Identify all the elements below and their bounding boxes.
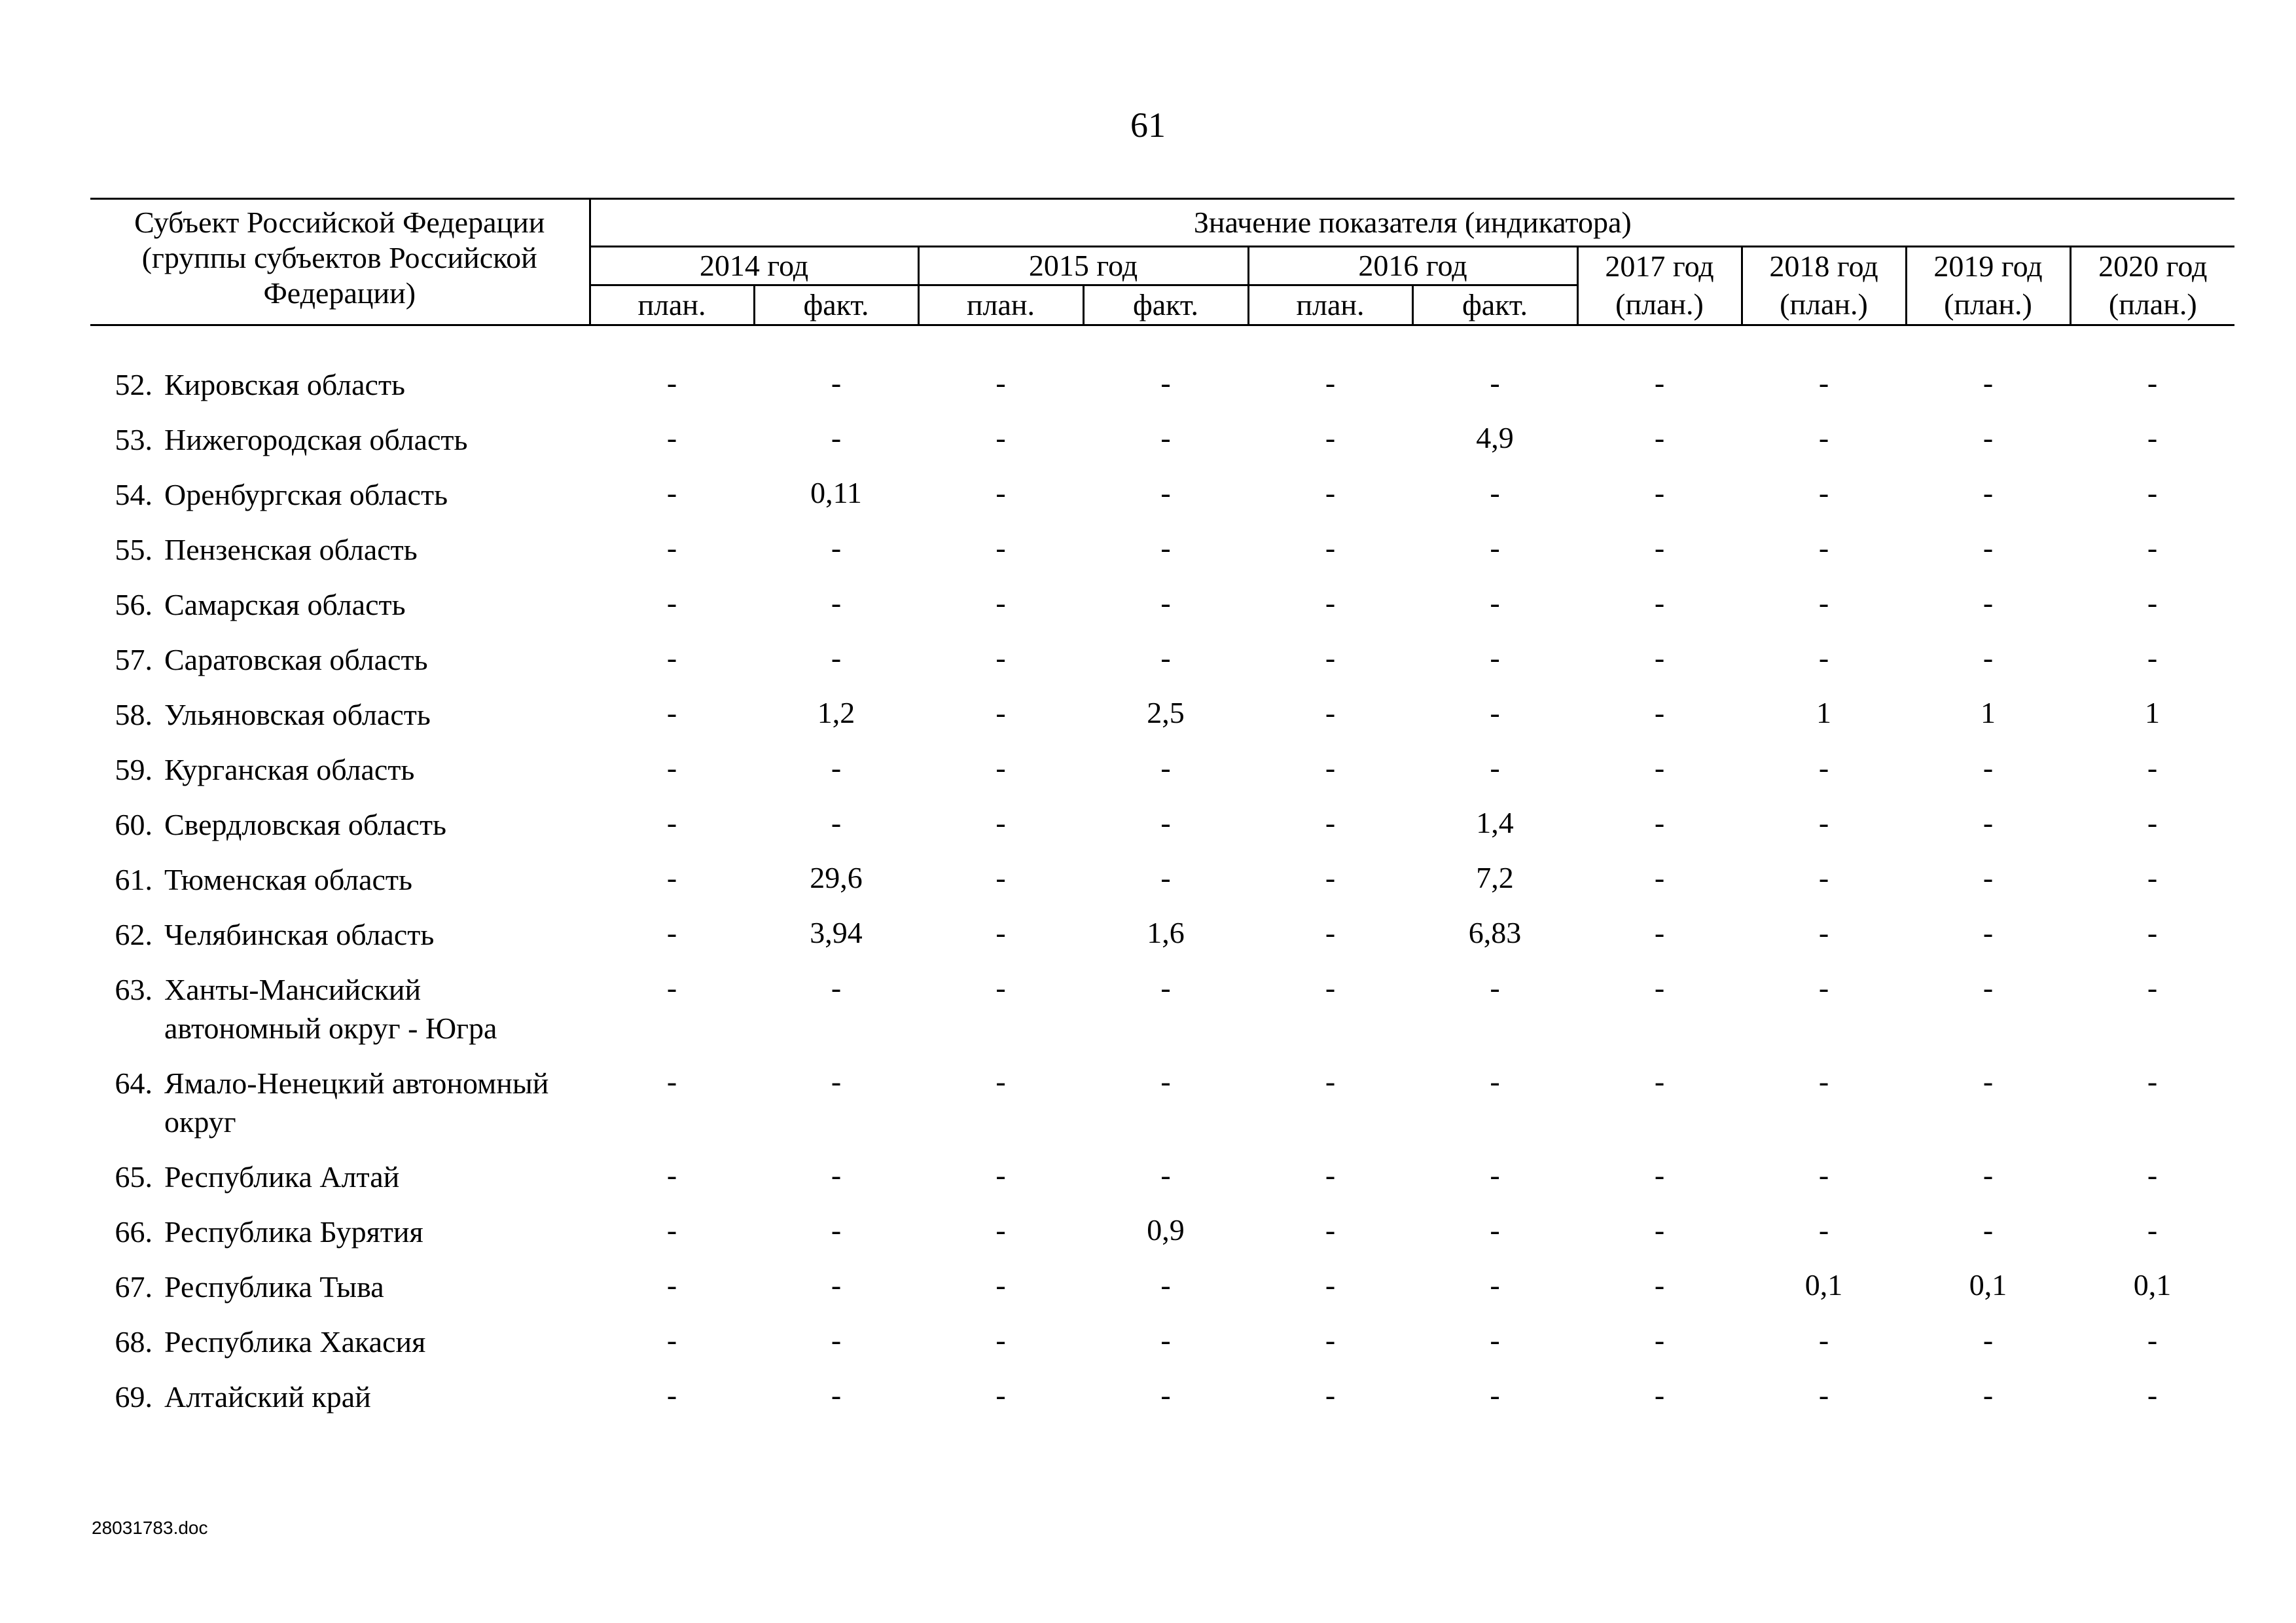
row-number: 57.: [115, 643, 152, 676]
subject-name: Саратовская область: [164, 643, 428, 676]
table-row: [90, 957, 2234, 1051]
value-cell: -: [1982, 641, 1994, 674]
value-cell: 1,6: [1147, 916, 1185, 949]
value-cell: -: [1818, 751, 1829, 784]
year-2018-header: 2018 год (план.): [1742, 247, 1906, 325]
value-cell: -: [1982, 1213, 1994, 1247]
value-cell: -: [996, 861, 1006, 894]
value-cell: -: [1818, 641, 1829, 674]
value-cell: -: [1160, 1158, 1171, 1192]
value-cell: -: [996, 421, 1006, 454]
value-cell: -: [996, 641, 1006, 674]
value-cell: 7,2: [1476, 861, 1514, 894]
value-cell: -: [996, 1323, 1006, 1357]
table-row: [90, 352, 2234, 407]
value-cell: -: [831, 1213, 842, 1247]
value-cell: -: [1818, 366, 1829, 399]
value-cell: -: [1325, 421, 1336, 454]
value-cell: -: [1982, 586, 1994, 619]
value-cell: -: [1325, 916, 1336, 949]
table-row: [90, 792, 2234, 847]
row-number: 64.: [115, 1067, 152, 1100]
value-cell: 1: [1981, 696, 1996, 729]
value-cell: -: [1160, 861, 1171, 894]
value-cell: -: [1982, 1378, 1994, 1412]
table-row: [90, 627, 2234, 682]
subject-name: Нижегородская область: [164, 423, 468, 456]
value-cell: -: [1490, 1065, 1500, 1098]
value-cell: -: [1160, 751, 1171, 784]
value-cell: -: [996, 806, 1006, 839]
table-body: [90, 325, 2234, 1420]
value-cell: -: [1325, 861, 1336, 894]
value-cell: -: [1325, 971, 1336, 1004]
value-cell: -: [1982, 476, 1994, 509]
value-cell: -: [1490, 586, 1500, 619]
value-cell: -: [1982, 1323, 1994, 1357]
value-cell: -: [1654, 916, 1665, 949]
value-cell: -: [2147, 366, 2158, 399]
value-cell: -: [831, 1065, 842, 1098]
value-cell: -: [831, 1378, 842, 1412]
value-cell: -: [2147, 1378, 2158, 1412]
value-cell: -: [2147, 531, 2158, 564]
subject-name: Свердловская область: [164, 808, 447, 841]
value-cell: -: [1490, 1268, 1500, 1302]
value-cell: -: [1654, 641, 1665, 674]
value-cell: -: [1160, 531, 1171, 564]
table-row: [90, 1051, 2234, 1144]
value-cell: -: [1325, 641, 1336, 674]
value-cell: -: [1325, 1378, 1336, 1412]
year-2019-header: 2019 год (план.): [1906, 247, 2070, 325]
subject-cell: [90, 792, 590, 847]
value-cell: -: [666, 641, 677, 674]
value-cell: 3,94: [810, 916, 863, 949]
value-cell: -: [1490, 1323, 1500, 1357]
value-cell: -: [831, 586, 842, 619]
table-row: [90, 902, 2234, 957]
row-number: 69.: [115, 1380, 152, 1413]
value-cell: -: [666, 586, 677, 619]
value-cell: -: [1818, 476, 1829, 509]
value-cell: -: [1325, 531, 1336, 564]
subject-name: Кировская область: [164, 368, 406, 401]
subject-name: Пензенская область: [164, 533, 418, 566]
plan-2015-header: план.: [918, 285, 1083, 325]
subject-cell: [90, 1199, 590, 1254]
value-cell: -: [831, 1158, 842, 1192]
value-cell: -: [1654, 1213, 1665, 1247]
subject-cell: [90, 902, 590, 957]
value-cell: -: [1325, 751, 1336, 784]
value-cell: -: [1654, 806, 1665, 839]
value-cell: -: [2147, 916, 2158, 949]
value-cell: -: [2147, 421, 2158, 454]
value-cell: -: [1160, 1323, 1171, 1357]
subject-cell: [90, 1051, 590, 1144]
value-cell: -: [666, 1213, 677, 1247]
value-cell: -: [666, 861, 677, 894]
value-cell: -: [2147, 971, 2158, 1004]
fact-2014-header: факт.: [754, 285, 918, 325]
value-cell: -: [1654, 1065, 1665, 1098]
subject-cell: [90, 1254, 590, 1309]
table-row: [90, 847, 2234, 902]
value-cell: -: [1160, 586, 1171, 619]
subject-name: Оренбургская область: [164, 478, 448, 511]
value-cell: -: [666, 366, 677, 399]
row-number: 56.: [115, 588, 152, 621]
indicator-header: Значение показателя (индикатора): [590, 199, 2234, 247]
value-cell: -: [2147, 1213, 2158, 1247]
value-cell: -: [831, 1268, 842, 1302]
table-row: [90, 737, 2234, 792]
subject-name: Ханты-Мансийский автономный округ - Югра: [164, 973, 497, 1045]
value-cell: -: [1160, 476, 1171, 509]
value-cell: -: [996, 1158, 1006, 1192]
subject-cell: [90, 462, 590, 517]
subject-cell: [90, 957, 590, 1051]
value-cell: -: [831, 806, 842, 839]
subject-cell: [90, 627, 590, 682]
value-cell: -: [996, 366, 1006, 399]
value-cell: -: [1818, 971, 1829, 1004]
value-cell: -: [831, 751, 842, 784]
value-cell: -: [1325, 806, 1336, 839]
value-cell: -: [1325, 1213, 1336, 1247]
value-cell: -: [1818, 421, 1829, 454]
value-cell: 1,2: [817, 696, 855, 729]
value-cell: -: [666, 806, 677, 839]
subject-name: Ямало-Ненецкий автономный округ: [164, 1067, 549, 1139]
value-cell: -: [666, 421, 677, 454]
value-cell: -: [2147, 641, 2158, 674]
subject-name: Ульяновская область: [164, 698, 431, 731]
value-cell: -: [1818, 916, 1829, 949]
value-cell: -: [1490, 476, 1500, 509]
table-row: [90, 572, 2234, 627]
value-cell: -: [2147, 1065, 2158, 1098]
value-cell: -: [1654, 476, 1665, 509]
subject-name: Республика Хакасия: [164, 1325, 426, 1359]
row-number: 58.: [115, 698, 152, 731]
value-cell: -: [1160, 1378, 1171, 1412]
value-cell: -: [666, 751, 677, 784]
row-number: 65.: [115, 1160, 152, 1194]
value-cell: -: [1160, 1268, 1171, 1302]
value-cell: -: [1982, 1158, 1994, 1192]
value-cell: 1: [1816, 696, 1831, 729]
value-cell: -: [1654, 366, 1665, 399]
value-cell: -: [1654, 586, 1665, 619]
table-row: [90, 1199, 2234, 1254]
value-cell: -: [1490, 751, 1500, 784]
value-cell: -: [1160, 366, 1171, 399]
value-cell: 2,5: [1147, 696, 1185, 729]
document-filename: 28031783.doc: [92, 1518, 208, 1538]
row-number: 62.: [115, 918, 152, 951]
value-cell: -: [1654, 1268, 1665, 1302]
value-cell: -: [996, 531, 1006, 564]
value-cell: -: [1818, 531, 1829, 564]
value-cell: -: [666, 916, 677, 949]
plan-2014-header: план.: [590, 285, 754, 325]
subject-name: Тюменская область: [164, 863, 412, 896]
value-cell: -: [996, 1268, 1006, 1302]
value-cell: -: [666, 1268, 677, 1302]
value-cell: -: [996, 1378, 1006, 1412]
value-cell: -: [1982, 916, 1994, 949]
value-cell: -: [1325, 1323, 1336, 1357]
value-cell: -: [2147, 1323, 2158, 1357]
value-cell: -: [1490, 971, 1500, 1004]
year-2017-header: 2017 год (план.): [1577, 247, 1742, 325]
table-row: [90, 1254, 2234, 1309]
value-cell: -: [2147, 806, 2158, 839]
value-cell: -: [1982, 971, 1994, 1004]
value-cell: -: [666, 1065, 677, 1098]
value-cell: -: [1982, 806, 1994, 839]
subject-name: Республика Тыва: [164, 1270, 384, 1304]
value-cell: -: [1982, 1065, 1994, 1098]
value-cell: -: [1325, 366, 1336, 399]
value-cell: -: [1654, 1158, 1665, 1192]
subject-cell: [90, 682, 590, 737]
value-cell: 0,9: [1147, 1213, 1185, 1247]
year-2020-header: 2020 год (план.): [2070, 247, 2234, 325]
value-cell: -: [1982, 421, 1994, 454]
value-cell: -: [831, 641, 842, 674]
subject-cell: [90, 847, 590, 902]
row-number: 63.: [115, 973, 152, 1006]
value-cell: 0,11: [810, 476, 862, 509]
value-cell: -: [1490, 531, 1500, 564]
subject-cell: [90, 407, 590, 462]
value-cell: -: [1818, 806, 1829, 839]
value-cell: -: [1325, 696, 1336, 729]
value-cell: -: [1490, 641, 1500, 674]
row-number: 60.: [115, 808, 152, 841]
value-cell: -: [1982, 531, 1994, 564]
value-cell: -: [666, 1323, 677, 1357]
value-cell: -: [1818, 586, 1829, 619]
value-cell: -: [666, 1158, 677, 1192]
value-cell: -: [996, 476, 1006, 509]
value-cell: -: [1325, 476, 1336, 509]
table-row: [90, 1309, 2234, 1364]
subject-name: Алтайский край: [164, 1380, 371, 1413]
value-cell: -: [1654, 531, 1665, 564]
table-row: [90, 407, 2234, 462]
table-row: [90, 1364, 2234, 1419]
value-cell: 4,9: [1476, 421, 1514, 454]
value-cell: -: [1654, 421, 1665, 454]
subject-cell: [90, 517, 590, 572]
subject-cell: [90, 352, 590, 407]
value-cell: -: [666, 476, 677, 509]
row-number: 59.: [115, 753, 152, 786]
value-cell: -: [1160, 421, 1171, 454]
value-cell: -: [996, 971, 1006, 1004]
value-cell: -: [831, 971, 842, 1004]
value-cell: -: [1818, 1065, 1829, 1098]
row-number: 55.: [115, 533, 152, 566]
value-cell: 0,1: [1804, 1268, 1843, 1302]
value-cell: -: [996, 586, 1006, 619]
value-cell: -: [666, 531, 677, 564]
year-2016-header: 2016 год: [1248, 247, 1577, 285]
value-cell: -: [1160, 806, 1171, 839]
plan-2016-header: план.: [1248, 285, 1412, 325]
value-cell: -: [1982, 861, 1994, 894]
subject-name: Республика Алтай: [164, 1160, 400, 1194]
value-cell: -: [1818, 1213, 1829, 1247]
value-cell: -: [1160, 971, 1171, 1004]
value-cell: -: [1325, 1065, 1336, 1098]
subject-name: Самарская область: [164, 588, 406, 621]
value-cell: -: [1654, 1323, 1665, 1357]
subject-column-header: Субъект Российской Федерации (группы субъектов Российской Федерации): [90, 199, 590, 325]
value-cell: 0,1: [1969, 1268, 2007, 1302]
value-cell: -: [1982, 366, 1994, 399]
value-cell: 29,6: [810, 861, 863, 894]
value-cell: -: [996, 1065, 1006, 1098]
indicator-table: [90, 198, 2234, 1419]
row-number: 68.: [115, 1325, 152, 1359]
value-cell: -: [1160, 1065, 1171, 1098]
subject-cell: [90, 1144, 590, 1199]
year-2014-header: 2014 год: [590, 247, 918, 285]
subject-cell: [90, 1309, 590, 1364]
page-number: 61: [1130, 105, 1166, 145]
value-cell: -: [666, 1378, 677, 1412]
value-cell: -: [1818, 861, 1829, 894]
subject-name: Курганская область: [164, 753, 415, 786]
value-cell: -: [2147, 476, 2158, 509]
value-cell: -: [831, 531, 842, 564]
value-cell: -: [1490, 366, 1500, 399]
value-cell: -: [1654, 751, 1665, 784]
value-cell: 1: [2145, 696, 2161, 729]
value-cell: -: [996, 751, 1006, 784]
value-cell: -: [831, 421, 842, 454]
value-cell: -: [1818, 1158, 1829, 1192]
row-number: 66.: [115, 1215, 152, 1249]
value-cell: -: [666, 971, 677, 1004]
value-cell: -: [1325, 586, 1336, 619]
value-cell: -: [1654, 696, 1665, 729]
subject-cell: [90, 737, 590, 792]
value-cell: -: [1654, 1378, 1665, 1412]
value-cell: -: [1490, 696, 1500, 729]
value-cell: -: [666, 696, 677, 729]
value-cell: -: [1982, 751, 1994, 784]
subject-cell: [90, 1364, 590, 1419]
value-cell: -: [1654, 861, 1665, 894]
row-number: 52.: [115, 368, 152, 401]
value-cell: -: [1160, 641, 1171, 674]
subject-cell: [90, 572, 590, 627]
value-cell: -: [1490, 1378, 1500, 1412]
value-cell: -: [2147, 861, 2158, 894]
value-cell: 1,4: [1476, 806, 1514, 839]
value-cell: -: [996, 916, 1006, 949]
value-cell: -: [1818, 1378, 1829, 1412]
value-cell: -: [1325, 1158, 1336, 1192]
value-cell: -: [1654, 971, 1665, 1004]
value-cell: -: [996, 1213, 1006, 1247]
value-cell: 6,83: [1468, 916, 1522, 949]
row-number: 53.: [115, 423, 152, 456]
value-cell: -: [996, 696, 1006, 729]
value-cell: -: [1818, 1323, 1829, 1357]
fact-2015-header: факт.: [1083, 285, 1248, 325]
value-cell: -: [2147, 751, 2158, 784]
table-row: [90, 682, 2234, 737]
value-cell: -: [2147, 586, 2158, 619]
subject-name: Республика Бурятия: [164, 1215, 423, 1249]
subject-name: Челябинская область: [164, 918, 435, 951]
table-row: [90, 462, 2234, 517]
year-2015-header: 2015 год: [918, 247, 1248, 285]
value-cell: -: [1325, 1268, 1336, 1302]
value-cell: -: [2147, 1158, 2158, 1192]
value-cell: 0,1: [2133, 1268, 2172, 1302]
table-header: [90, 199, 2234, 325]
table-row: [90, 517, 2234, 572]
value-cell: -: [1490, 1158, 1500, 1192]
table-row: [90, 1144, 2234, 1199]
row-number: 67.: [115, 1270, 152, 1304]
row-number: 61.: [115, 863, 152, 896]
value-cell: -: [1490, 1213, 1500, 1247]
row-number: 54.: [115, 478, 152, 511]
value-cell: -: [831, 1323, 842, 1357]
value-cell: -: [831, 366, 842, 399]
fact-2016-header: факт.: [1412, 285, 1577, 325]
